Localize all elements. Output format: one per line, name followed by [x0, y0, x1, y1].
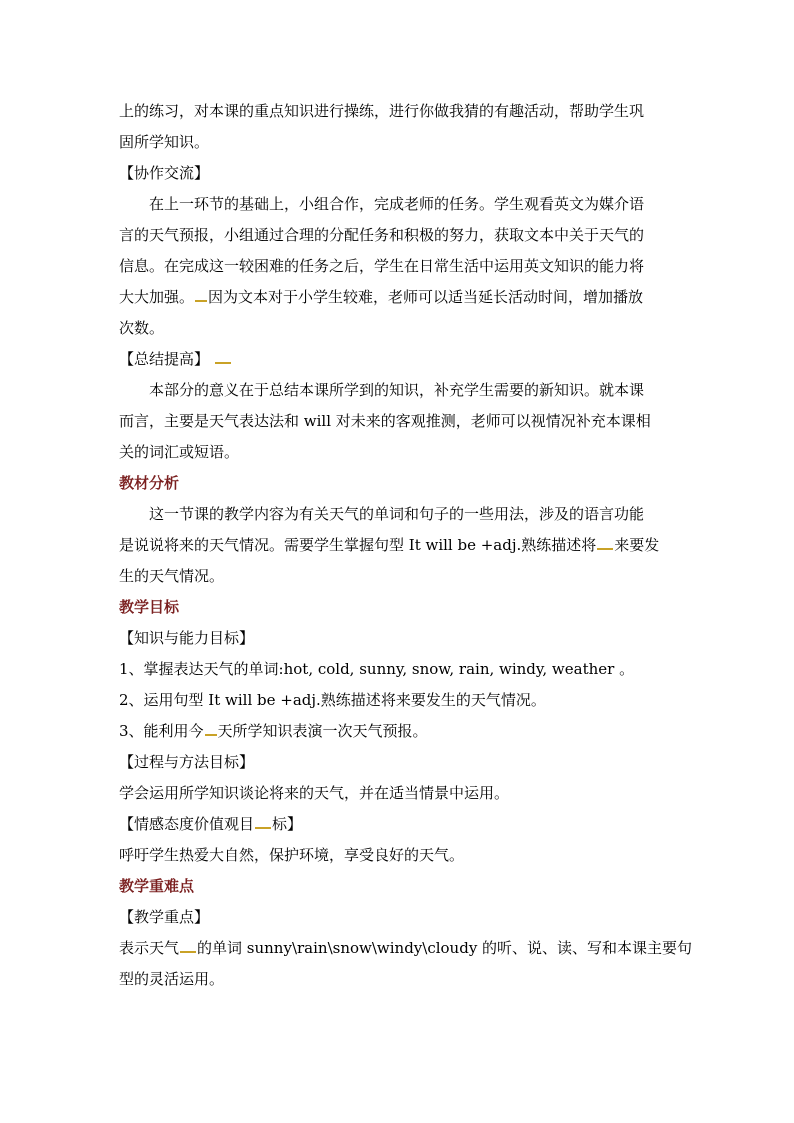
text-line: 次数。	[119, 319, 165, 337]
section-label-zongjie	[119, 344, 675, 375]
underline-mark	[255, 819, 271, 829]
section-label-guocheng: 【过程与方法目标】	[119, 753, 255, 771]
list-item: 2、运用句型 It will be +adj.熟练描述将来要发生的天气情况。	[119, 691, 546, 709]
heading-zhongnan: 教学重难点	[119, 877, 195, 895]
text-span: 天所学知识表演一次天气预报。	[217, 722, 428, 740]
document-body	[119, 96, 693, 995]
text-line: 关的词汇或短语。	[119, 443, 240, 461]
text-span: 3、能利用今	[119, 722, 204, 740]
text-span: 标】	[272, 815, 303, 833]
text-line: 这一节课的教学内容为有关天气的单词和句子的一些用法，涉及的语言功能	[149, 505, 645, 523]
text-line: 生的天气情况。	[119, 567, 225, 585]
list-item: 1、掌握表达天气的单词:hot, cold, sunny, snow, rain, windy, weather 。	[119, 660, 635, 678]
section-label-zhongdian: 【教学重点】	[119, 908, 210, 926]
heading-jiaocai: 教材分析	[119, 474, 180, 492]
underline-mark	[180, 943, 196, 953]
underline-mark	[215, 354, 231, 364]
underline-mark	[205, 726, 217, 736]
text-span: 是说说将来的天气情况。需要学生掌握句型 It will be +adj.熟练描述将	[119, 536, 597, 554]
text-line: 学会运用所学知识谈论将来的天气，并在适当情景中运用。	[119, 784, 510, 802]
text-line: 本部分的意义在于总结本课所学到的知识，补充学生需要的新知识。就本课	[149, 381, 645, 399]
text-line: 上的练习，对本课的重点知识进行操练，进行你做我猜的有趣活动，帮助学生巩	[119, 102, 645, 120]
text-span: 来要发	[614, 536, 660, 554]
section-label-qinggan	[119, 809, 675, 840]
text-line	[119, 282, 675, 313]
text-span: 【情感态度价值观目	[119, 815, 255, 833]
text-span: 【总结提高】	[119, 350, 210, 368]
text-span: 的单词 sunny\rain\snow\windy\cloudy 的听、说、读、写和本课主要句	[197, 939, 693, 957]
underline-mark	[597, 540, 613, 550]
text-line: 言的天气预报，小组通过合理的分配任务和积极的努力，获取文本中关于天气的	[119, 226, 645, 244]
text-line	[119, 530, 675, 561]
text-line: 型的灵活运用。	[119, 970, 225, 988]
text-line: 在上一环节的基础上，小组合作，完成老师的任务。学生观看英文为媒介语	[149, 195, 645, 213]
text-line: 呼吁学生热爱大自然，保护环境，享受良好的天气。	[119, 846, 465, 864]
text-line: 固所学知识。	[119, 133, 210, 151]
text-span: 表示天气	[119, 939, 180, 957]
section-label-xiezuo: 【协作交流】	[119, 164, 210, 182]
text-line: 信息。在完成这一较困难的任务之后，学生在日常生活中运用英文知识的能力将	[119, 257, 645, 275]
heading-mubiao: 教学目标	[119, 598, 180, 616]
section-label-zhishi: 【知识与能力目标】	[119, 629, 255, 647]
underline-mark	[195, 292, 207, 302]
text-line	[119, 933, 693, 964]
text-span: 因为文本对于小学生较难，老师可以适当延长活动时间，增加播放	[208, 288, 644, 306]
text-line: 而言，主要是天气表达法和 will 对未来的客观推测，老师可以视情况补充本课相	[119, 412, 651, 430]
text-span: 大大加强。	[119, 288, 195, 306]
list-item	[119, 716, 675, 747]
